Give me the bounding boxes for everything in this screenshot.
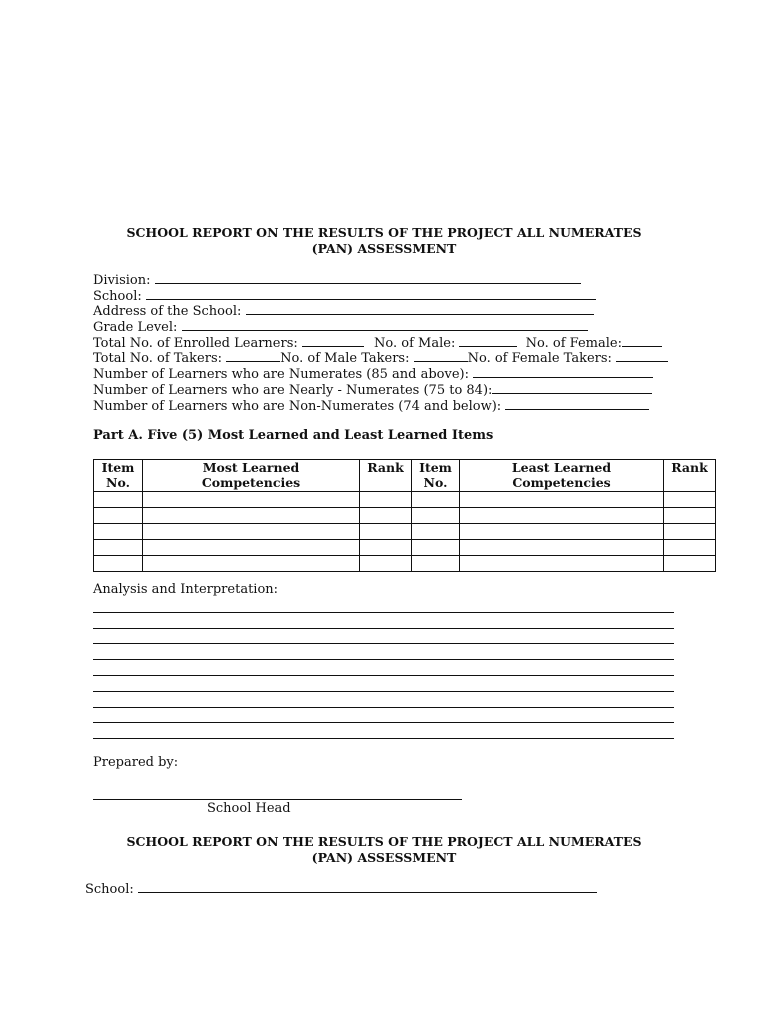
report-title bbox=[0, 225, 768, 257]
non-label: Number of Learners who are Non-Numerates (74 and below): bbox=[93, 399, 502, 414]
school-label: School: bbox=[93, 289, 142, 304]
report-title-line2: (PAN) ASSESSMENT bbox=[311, 241, 457, 256]
table-header-row bbox=[94, 460, 716, 492]
division-label: Division: bbox=[93, 273, 151, 288]
enrolled-label: Total No. of Enrolled Learners: bbox=[93, 336, 298, 351]
report-title-2-line2: (PAN) ASSESSMENT bbox=[311, 850, 457, 865]
numerates-row bbox=[93, 365, 653, 381]
school-field-2[interactable] bbox=[138, 880, 597, 893]
header-least-learned: Least Learned Competencies bbox=[460, 460, 664, 492]
female-field[interactable] bbox=[622, 334, 662, 347]
female-takers-label: No. of Female Takers: bbox=[467, 351, 612, 366]
signature-line[interactable] bbox=[93, 799, 462, 800]
items-table bbox=[93, 459, 716, 572]
header-rank: Rank bbox=[360, 460, 412, 492]
school-head-label: School Head bbox=[207, 801, 291, 816]
header-item-no-2: Item No. bbox=[412, 460, 460, 492]
table-row bbox=[94, 556, 716, 572]
analysis-line[interactable] bbox=[93, 722, 674, 723]
analysis-label: Analysis and Interpretation: bbox=[93, 582, 279, 597]
table-row bbox=[94, 524, 716, 540]
grade-field[interactable] bbox=[182, 318, 588, 331]
prepared-by-label: Prepared by: bbox=[93, 755, 179, 770]
header-rank-2: Rank bbox=[664, 460, 716, 492]
nearly-label: Number of Learners who are Nearly - Numerates (75 to 84): bbox=[93, 383, 493, 398]
analysis-line[interactable] bbox=[93, 707, 674, 708]
male-takers-label: No. of Male Takers: bbox=[280, 351, 410, 366]
analysis-line[interactable] bbox=[93, 659, 674, 660]
male-takers-field[interactable] bbox=[414, 349, 468, 362]
enrolled-field[interactable] bbox=[302, 334, 364, 347]
grade-row bbox=[93, 318, 588, 334]
numerates-label: Number of Learners who are Numerates (85 and above): bbox=[93, 367, 469, 382]
part-a-heading: Part A. Five (5) Most Learned and Least Learned Items bbox=[93, 428, 494, 443]
analysis-line[interactable] bbox=[93, 675, 674, 676]
non-field[interactable] bbox=[505, 397, 649, 410]
header-item-no: Item No. bbox=[94, 460, 143, 492]
address-label: Address of the School: bbox=[93, 304, 242, 319]
takers-field[interactable] bbox=[226, 349, 280, 362]
nearly-row bbox=[93, 381, 652, 397]
report-title-line1: SCHOOL REPORT ON THE RESULTS OF THE PROJECT ALL NUMERATES bbox=[126, 225, 642, 240]
numerates-field[interactable] bbox=[473, 365, 653, 378]
school-row-2 bbox=[85, 880, 597, 896]
report-title-2 bbox=[0, 834, 768, 866]
takers-row bbox=[93, 349, 668, 365]
header-most-learned: Most Learned Competencies bbox=[143, 460, 360, 492]
nearly-field[interactable] bbox=[492, 381, 652, 394]
report-title-2-line1: SCHOOL REPORT ON THE RESULTS OF THE PROJECT ALL NUMERATES bbox=[126, 834, 642, 849]
school-label-2: School: bbox=[85, 882, 134, 897]
division-row bbox=[93, 271, 581, 287]
table-row bbox=[94, 492, 716, 508]
non-row bbox=[93, 397, 649, 413]
analysis-line[interactable] bbox=[93, 643, 674, 644]
female-label: No. of Female: bbox=[525, 336, 622, 351]
school-field[interactable] bbox=[146, 287, 596, 300]
male-label: No. of Male: bbox=[374, 336, 456, 351]
address-row bbox=[93, 302, 594, 318]
female-takers-field[interactable] bbox=[616, 349, 668, 362]
table-row bbox=[94, 540, 716, 556]
table-row bbox=[94, 508, 716, 524]
analysis-line[interactable] bbox=[93, 691, 674, 692]
analysis-line[interactable] bbox=[93, 738, 674, 739]
analysis-line[interactable] bbox=[93, 628, 674, 629]
address-field[interactable] bbox=[246, 302, 594, 315]
school-row bbox=[93, 287, 596, 303]
takers-label: Total No. of Takers: bbox=[93, 351, 223, 366]
analysis-line[interactable] bbox=[93, 612, 674, 613]
male-field[interactable] bbox=[459, 334, 517, 347]
division-field[interactable] bbox=[155, 271, 581, 284]
grade-label: Grade Level: bbox=[93, 320, 178, 335]
enrolled-row bbox=[93, 334, 662, 350]
